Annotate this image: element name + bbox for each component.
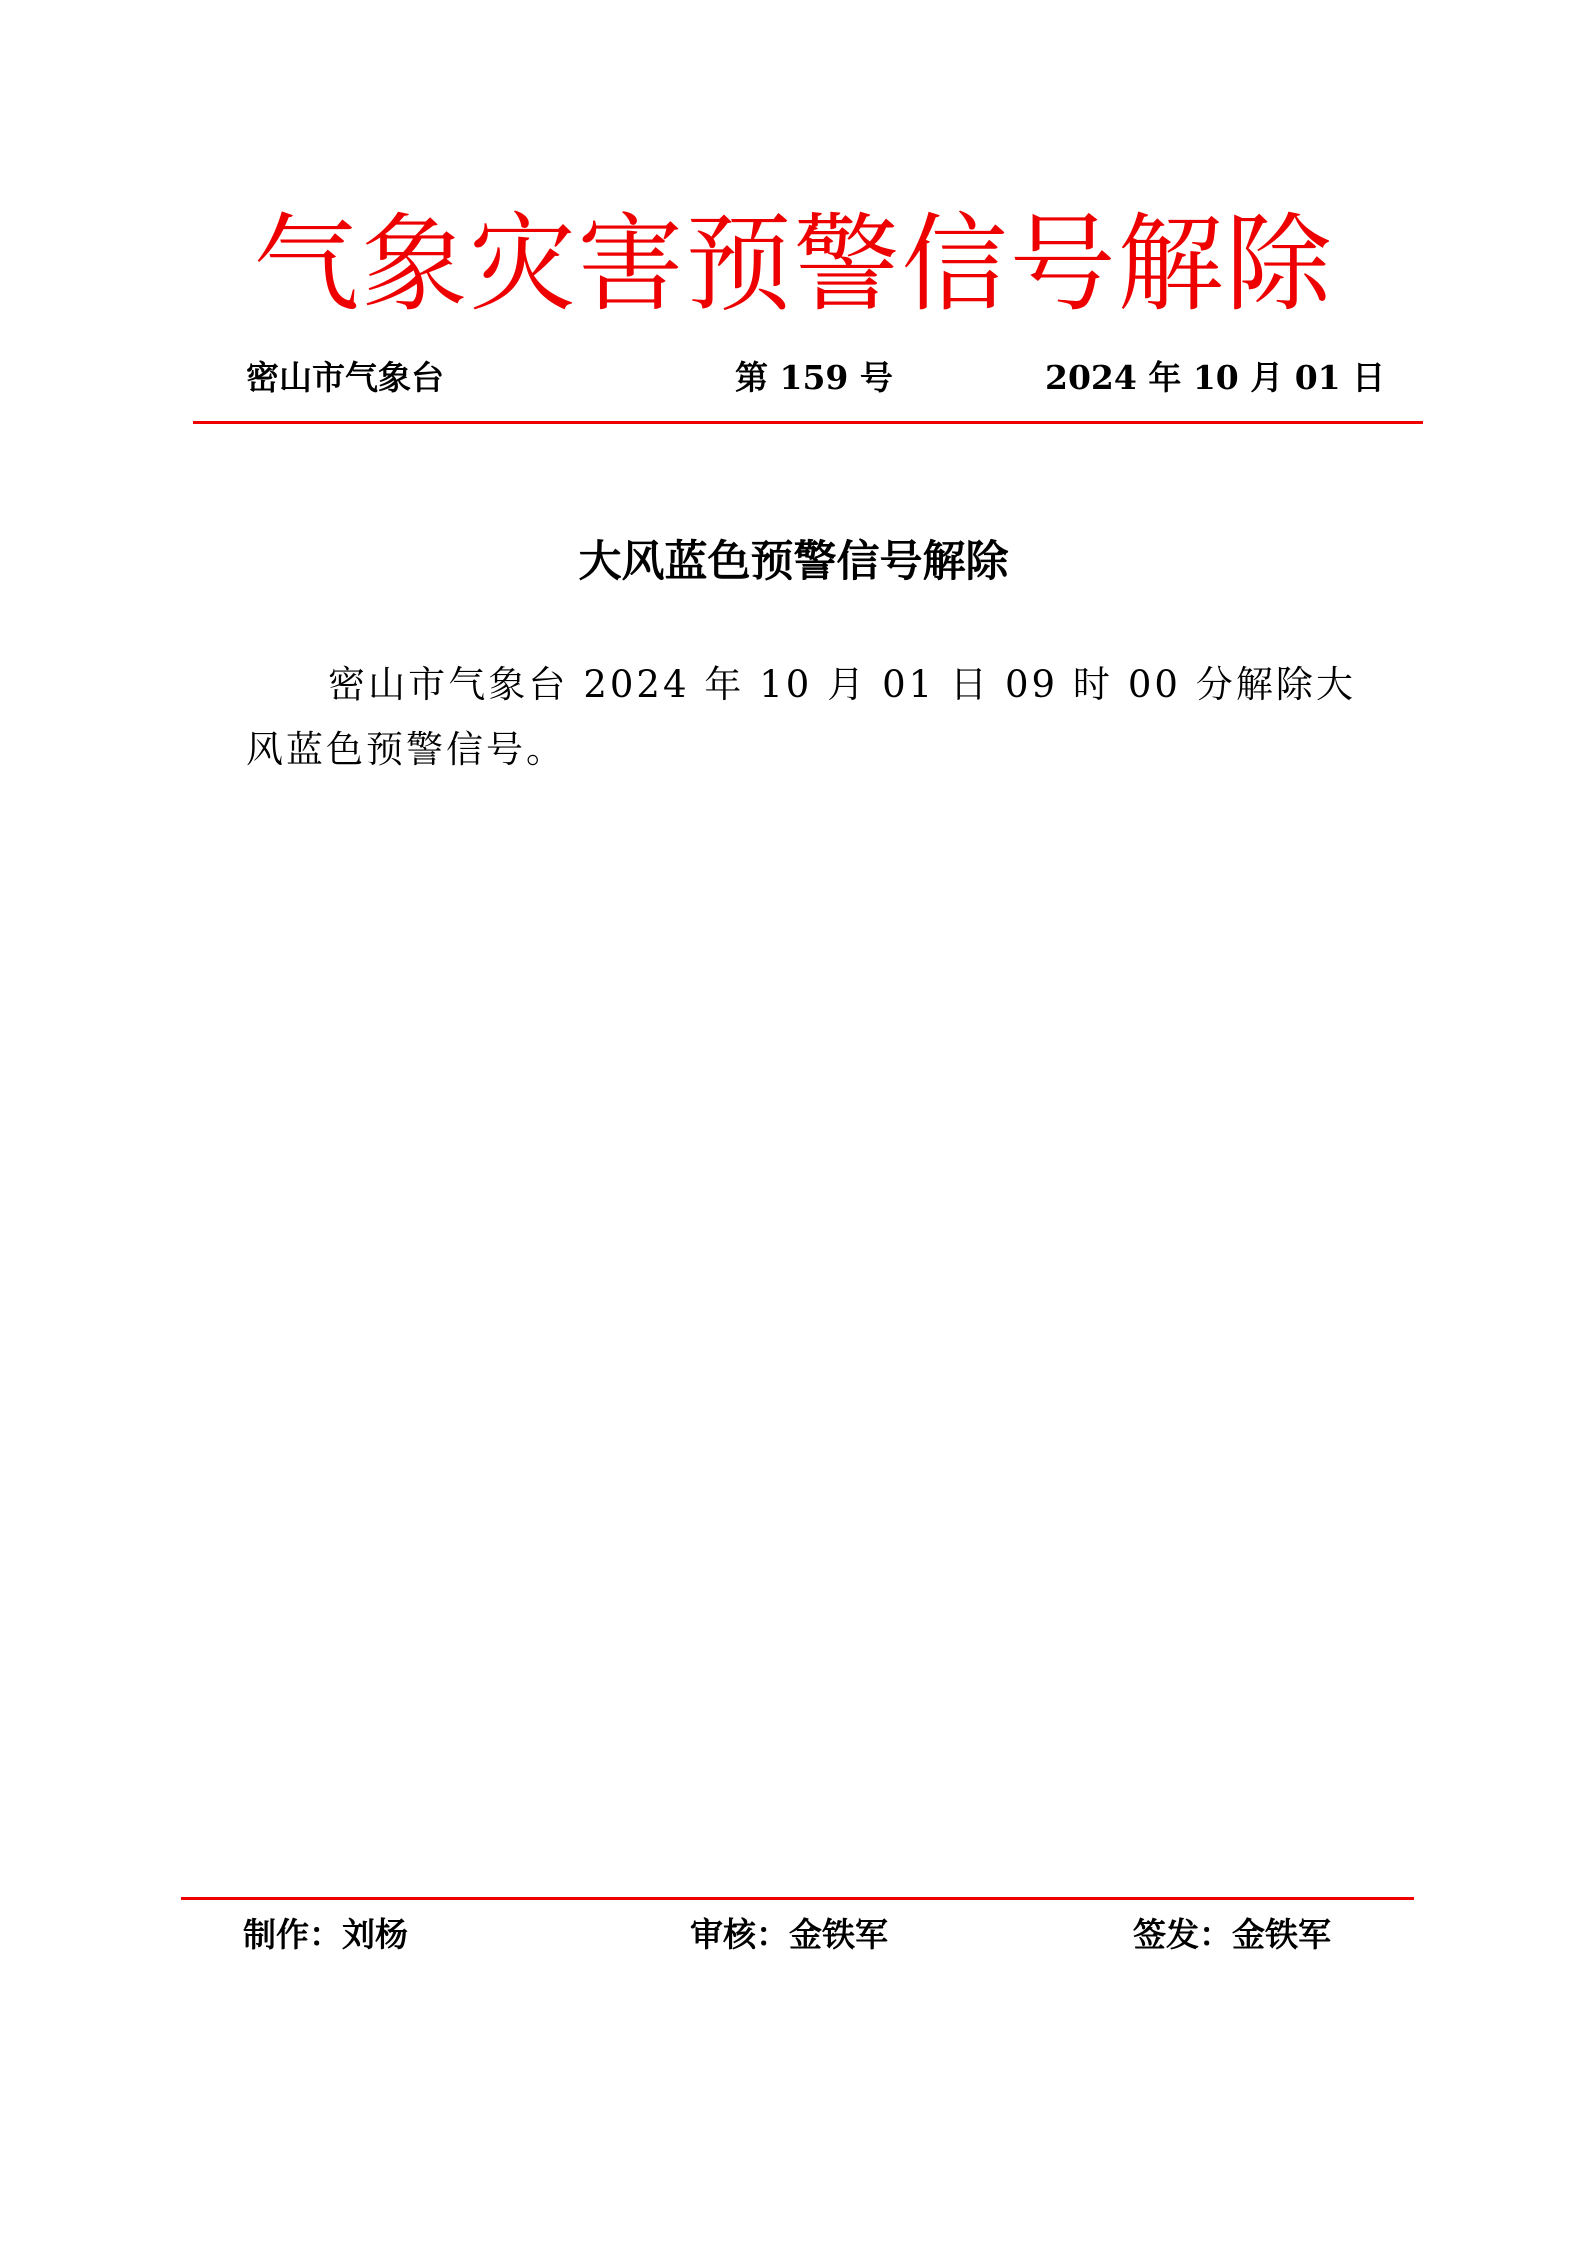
header-divider bbox=[193, 421, 1423, 424]
issuer-name: 密山市气象台 bbox=[246, 358, 444, 397]
issue-number: 第 159 号 bbox=[735, 358, 893, 397]
signature-issuer: 签发：金铁军 bbox=[1133, 1915, 1331, 1954]
masthead-title: 气象灾害预警信号解除 bbox=[253, 203, 1334, 326]
document-title: 大风蓝色预警信号解除 bbox=[578, 537, 1009, 587]
issue-date: 2024 年 10 月 01 日 bbox=[1045, 358, 1386, 397]
footer-divider bbox=[181, 1897, 1414, 1900]
signature-reviewer: 审核：金铁军 bbox=[690, 1915, 888, 1954]
signature-maker: 制作：刘杨 bbox=[243, 1915, 408, 1954]
document-body: 密山市气象台 2024 年 10 月 01 日 09 时 00 分解除大风蓝色预警信号。 bbox=[246, 663, 1356, 771]
